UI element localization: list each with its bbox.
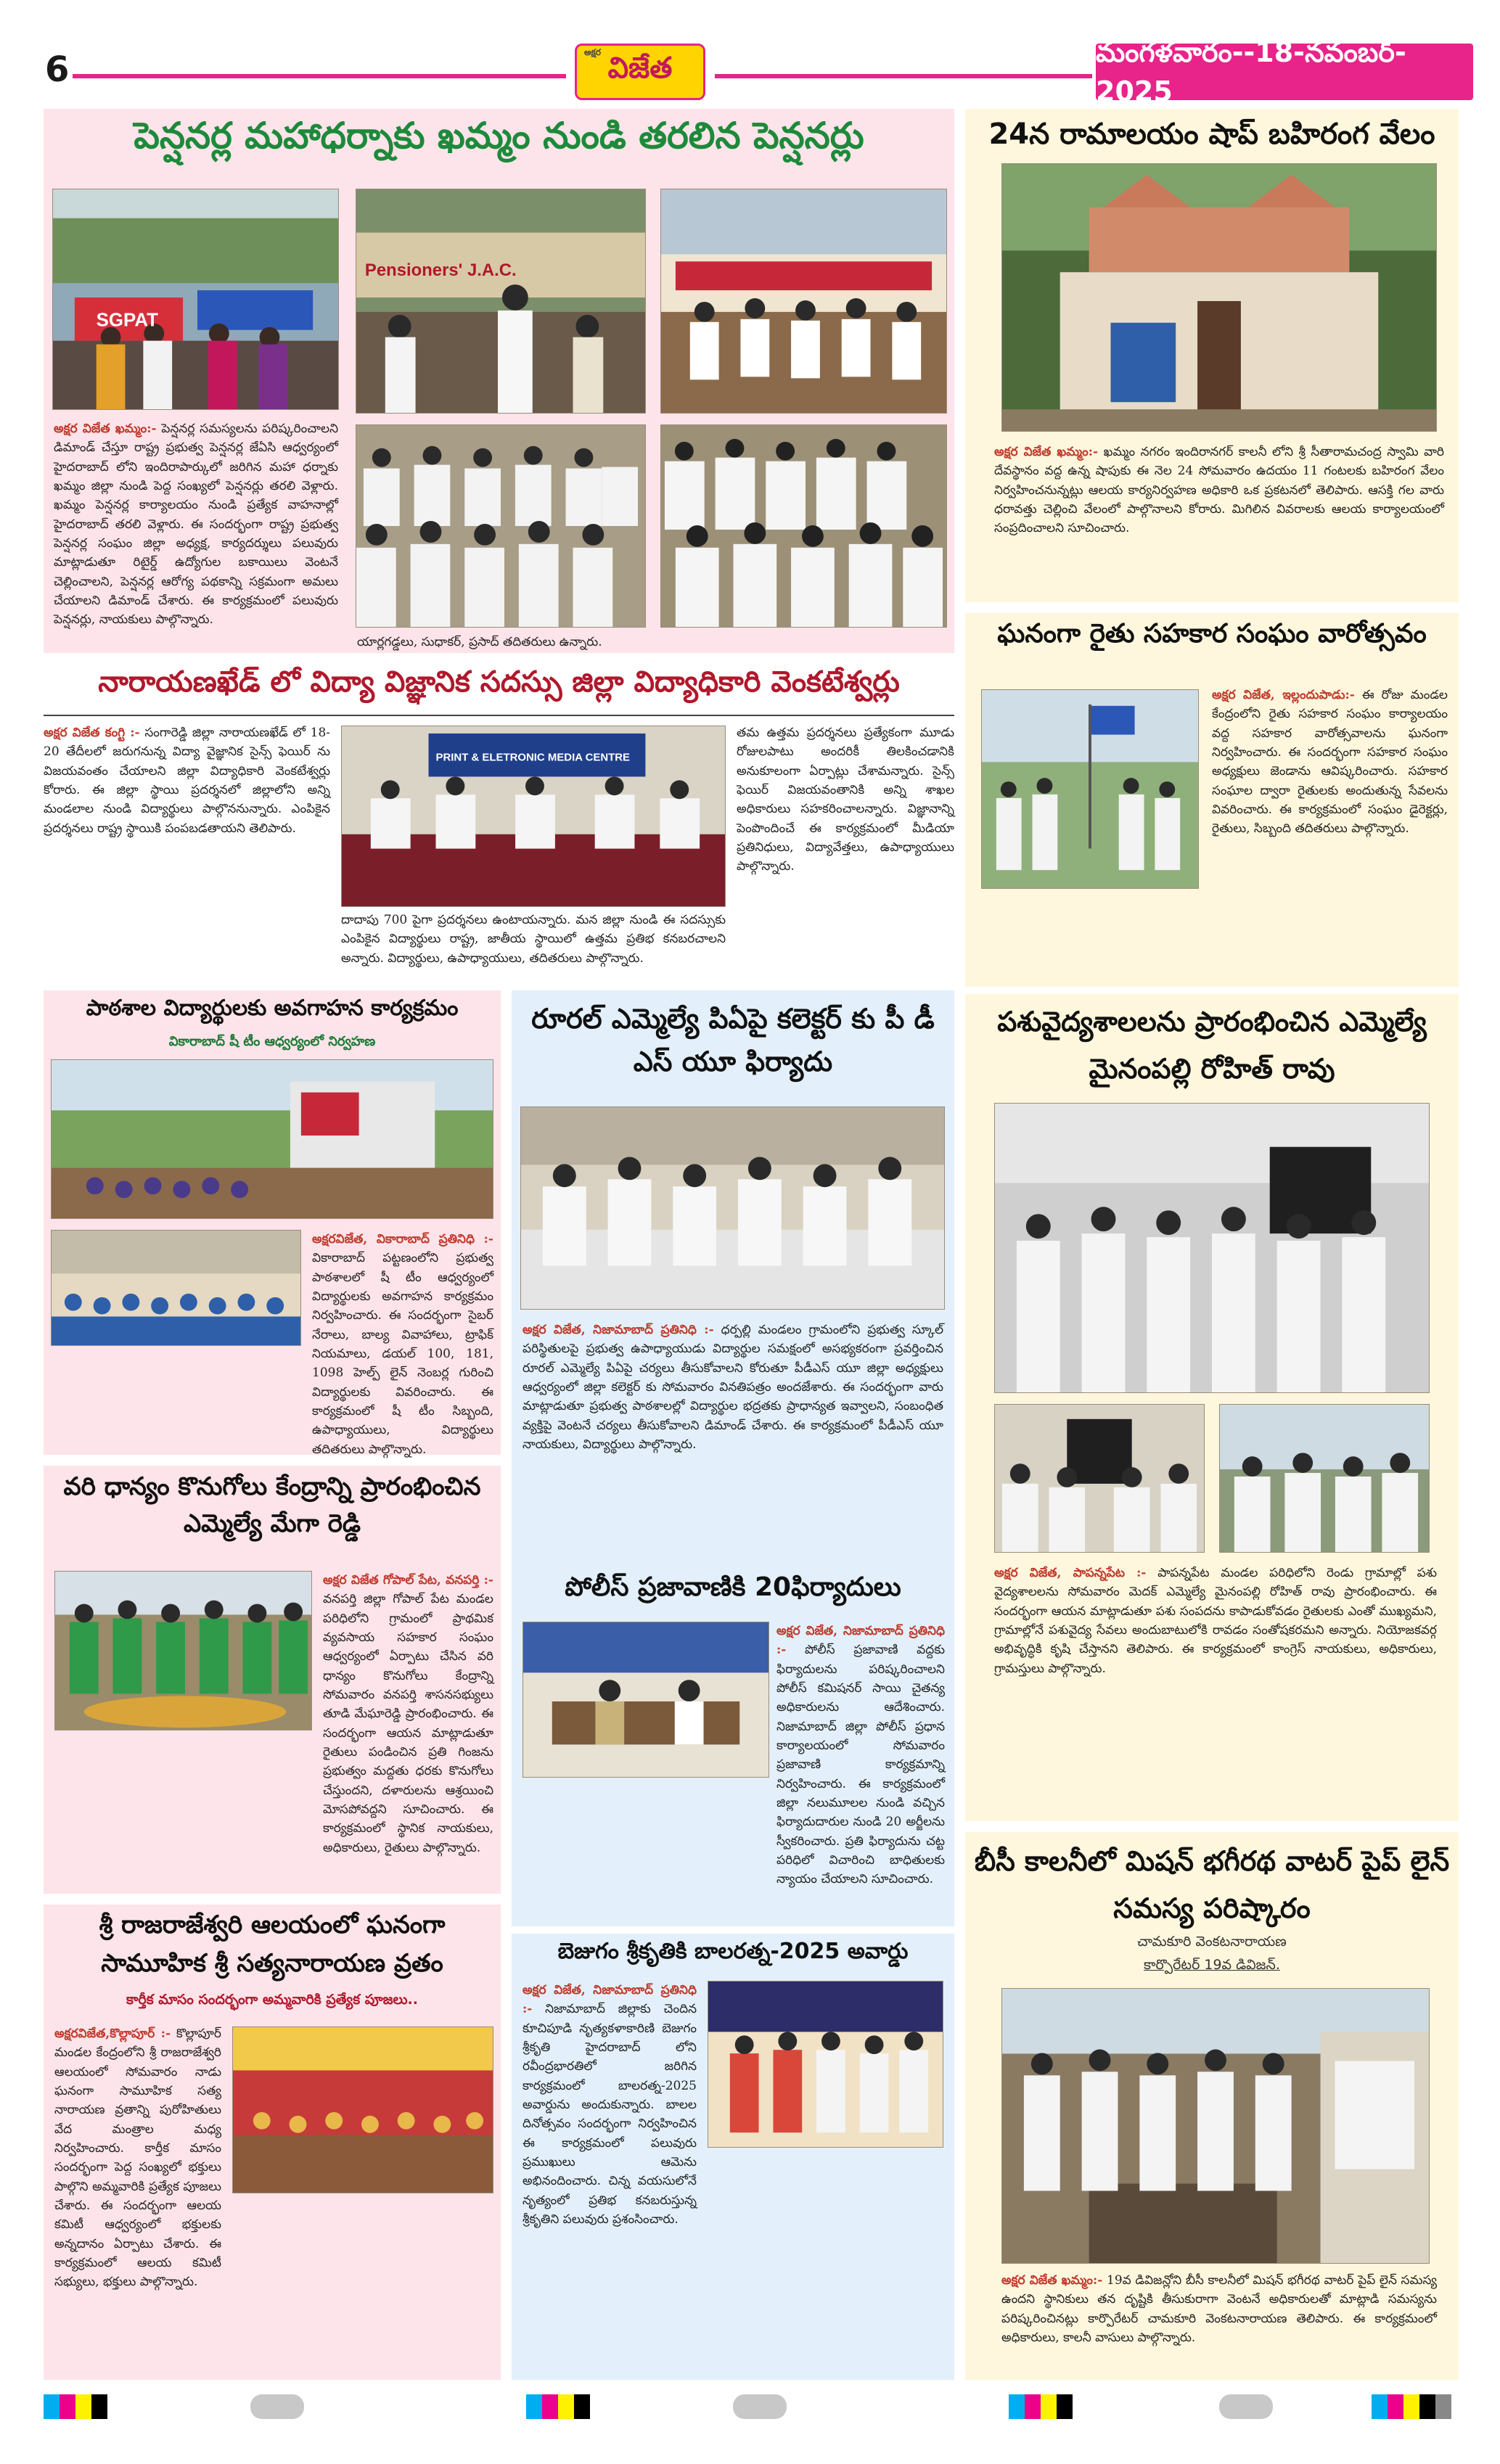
story-she-team-sub: వికారాబాద్ షీ టీం ఆధ్వర్యంలో నిర్వహణ: [168, 1034, 376, 1049]
story-pdsu-body: [522, 1321, 943, 1560]
story-temple-auction-text: ఖమ్మం నగరం ఇందిరానగర్ కాలనీ లోని శ్రీ సీతారామచంద్ర స్వామి వారి దేవస్థానం వద్ద ఉన్న షాపుకు ఈ నెల 24 సోమవారం ఉదయం 11 గంటలకు బహిరంగ వేలం నిర్వహించనున్నట్లు ఆలయ కార్యనిర్వహణ అధికారి ఒక ప్రకటనలో తెలిపారు. ఆసక్తి గల వారు ధరావత్తు చెల్లించి వేలంలో పాల్గొనాలని కోరారు. మిగిలిన వివరాలకు ఆలయ కార్యాలయంలో సంప్రదించాలని సూచించారు.: [994, 445, 1445, 536]
story-coop-week-body: [1212, 686, 1448, 976]
story-pensioners-headline: పెన్షనర్ల మహాధర్నాకు ఖమ్మం నుండి తరలిన పెన్షనర్లు: [134, 115, 864, 157]
page-header: [29, 36, 1473, 109]
registration-marks-3: [1009, 2394, 1073, 2419]
photo-pensioners-crowd-2: [660, 424, 947, 628]
story-she-team: [44, 990, 501, 1455]
photo-pensioners-dais: [660, 189, 947, 414]
photo-pensioners-rally: [52, 189, 339, 410]
story-paddy-centre-headline: వరి ధాన్యం కొనుగోలు కేంద్రాన్ని ప్రారంభించిన ఎమ్మెల్యే మేగా రెడ్డి: [63, 1472, 481, 1538]
story-science-fair-headline: నారాయణఖేడ్ లో విద్యా విజ్ఞానిక సదస్సు జిల్లా విద్యాధికారి వెంకటేశ్వర్లు: [98, 665, 900, 699]
photo-temple: [1001, 163, 1437, 432]
banner-sgpat: SGPAT: [96, 310, 158, 331]
registration-pill-2: [733, 2394, 787, 2419]
story-pdsu-text: ధర్పల్లి మండలం గ్రామంలోని ప్రభుత్వ స్కూల్ పరిస్థితులపై ప్రభుత్వ ఉపాధ్యాయుడు విద్యార్థుల సమక్షంలో అసభ్యకరంగా ప్రవర్తించిన రూరల్ ఎమ్మెల్యే పిఏపై చర్యలు తీసుకోవాలని కోరుతూ పీడీఎస్ యూ జిల్లా అధ్యక్షులు ఆధ్వర్యంలో జిల్లా కలెక్టర్ కు సోమవారం వినతిపత్రం అందజేశారు. ఈ సందర్భంగా వారు మాట్లాడుతూ ప్రభుత్వ పాఠశాలల్లో విద్యార్థుల భద్రతకు ప్రాధాన్యత ఇవ్వాలని, సంబంధిత వ్యక్తిపై వెంటనే చర్యలు తీసుకోవాలని డిమాండ్ చేశారు. ఈ కార్యక్రమంలో పీడీఎస్ యూ నాయకులు, విద్యార్థులు పాల్గొన్నారు.: [522, 1323, 943, 1453]
story-pensioners-dateline: అక్షర విజేత ఖమ్మం:-: [54, 422, 157, 436]
story-pdsu: [512, 990, 954, 1926]
banner-media-centre: PRINT & ELETRONIC MEDIA CENTRE: [435, 752, 631, 764]
masthead-tag: అక్షర: [584, 47, 601, 57]
story-temple-auction-dateline: అక్షర విజేత ఖమ్మం:-: [994, 445, 1099, 459]
banner-pensioners-jac: Pensioners' J.A.C.: [364, 260, 517, 281]
story-award-text: నిజామాబాద్ జిల్లాకు చెందిన కూచిపూడి నృత్యకళాకారిణి బెజుగం శ్రీకృతి హైదరాబాద్ లోని రవీంద్రభారతిలో జరిగిన కార్యక్రమంలో బాలరత్న-2025 అవార్డును అందుకున్నారు. బాలల దినోత్సవం సందర్భంగా నిర్వహించిన ఈ కార్యక్రమంలో పలువురు ప్రముఖులు ఆమెను అభినందించారు. చిన్న వయసులోనే నృత్యంలో ప్రతిభ కనబరుస్తున్న శ్రీకృతిని పలువురు ప్రశంసించారు.: [522, 2002, 697, 2227]
story-temple-auction-body: [994, 443, 1444, 595]
story-temple-auction: [965, 109, 1459, 602]
story-temple-auction-headline: 24న రామాలయం షాప్ బహిరంగ వేలం: [988, 118, 1435, 151]
story-bhagiratha-sub1: చామకూరి వెంకటనారాయణ: [1137, 1934, 1287, 1950]
story-pdsu-dateline: అక్షర విజేత, నిజామాబాద్ ప్రతినిధి :-: [522, 1323, 714, 1337]
photo-vet-hospital-3: [1219, 1404, 1430, 1553]
story-science-fair-body-right: తమ ఉత్తమ ప్రదర్శనలు ప్రత్యేకంగా మూడు రోజులపాటు అందరికీ తిలకించడానికి అనుకూలంగా ఏర్పాట్లు చేశామన్నారు. సైన్స్ ఫెయిర్ విజయవంతానికి అన్ని శాఖల అధికారులు సహకరించాలన్నారు. విజ్ఞానాన్ని పెంపొందించే ఈ కార్యక్రమంలో మీడియా ప్రతినిధులు, విద్యావేత్తలు, ఉపాధ్యాయులు పాల్గొన్నారు.: [737, 726, 954, 874]
photo-prajavani: [522, 1622, 769, 1778]
story-paddy-centre-text: వనపర్తి జిల్లా గోపాల్ పేట మండల పరిధిలోని గ్రామంలో ప్రాథమిక వ్యవసాయ సహకార సంఘం ఆధ్వర్యంలో ఏర్పాటు చేసిన వరి ధాన్యం కొనుగోలు కేంద్రాన్ని సోమవారం వనపర్తి శాసనసభ్యులు తూడి మేఘారెడ్డి ప్రారంభించారు. ఈ సందర్భంగా ఆయన మాట్లాడుతూ రైతులు పండించిన ప్రతి గింజను ప్రభుత్వం మద్దతు ధరకు కొనుగోలు చేస్తుందని, దళారులను ఆశ్రయించి మోసపోవద్దని సూచించారు. ఈ కార్యక్రమంలో స్థానిక నాయకులు, అధికారులు, రైతులు పాల్గొన్నారు.: [323, 1592, 493, 1855]
story-pdsu-headline: రూరల్ ఎమ్మెల్యే పిఏపై కలెక్టర్ కు పీ డీ ఎస్ యూ ఫిర్యాదు: [531, 1003, 935, 1077]
page-number: 6: [45, 49, 70, 90]
story-science-fair-text: సంగారెడ్డి జిల్లా నారాయణఖేడ్ లో 18-20 తేదీలలో జరుగనున్న విద్యా వైజ్ఞానిక సైన్స్ ఫెయిర్ ను విజయవంతం చేయాలని జిల్లా విద్యాధికారి వెంకటేశ్వర్లు కోరారు. ఈ జిల్లా స్థాయి ప్రదర్శనలో జిల్లాలోని అన్ని మండలాల నుండి విద్యార్థులు పాల్గొననున్నారు. ఎంపికైన ప్రదర్శనలు రాష్ట్ర స్థాయికి పంపబడతాయని తెలిపారు.: [44, 726, 330, 836]
story-she-team-dateline: అక్షరవిజేత, వికారాబాద్ ప్రతినిధి :-: [312, 1232, 493, 1247]
story-award-body: [522, 1981, 697, 2373]
story-coop-week-text: ఈ రోజు మండల కేంద్రంలోని రైతు సహకార సంఘం కార్యాలయం వద్ద సహకార వారోత్సవాలను ఘనంగా నిర్వహించారు. ఈ సందర్భంగా సహకార సంఘం అధ్యక్షులు జెండాను ఆవిష్కరించారు. సహకార సంఘాల ద్వారా రైతులకు అందుతున్న సేవలను వివరించారు. ఈ కార్యక్రమంలో సంఘం డైరెక్టర్లు, రైతులు, సిబ్బంది తదితరులు పాల్గొన్నారు.: [1212, 688, 1448, 837]
story-vet-hospital: [965, 994, 1459, 1821]
photo-pensioners-stage: [356, 189, 646, 414]
story-award-dateline: అక్షర విజేత, నిజామాబాద్ ప్రతినిధి :-: [522, 1983, 697, 2017]
story-prajavani-body: [776, 1622, 945, 1919]
photo-award: [708, 1981, 943, 2148]
story-pensioners-text: పెన్షనర్ల సమస్యలను పరిష్కరించాలని డిమాండ్ చేస్తూ రాష్ట్ర ప్రభుత్వ పెన్షనర్ల జేఏసి ఆధ్వర్యంలో హైదరాబాద్ లోని ఇందిరాపార్కులో జరిగిన మహా ధర్నాకు ఖమ్మం జిల్లా నుండి పెద్ద సంఖ్యలో పెన్షనర్లు తరలి వెళ్లారు. ఖమ్మం పెన్షనర్ల కార్యాలయం నుండి ప్రత్యేక వాహనాల్లో హైదరాబాద్ తరలి వెళ్లారు. ఈ సందర్భంగా రాష్ట్ర ప్రభుత్వ పెన్షనర్ల సంఘం జిల్లా అధ్యక్ష, కార్యదర్శులు పలువురు మాట్లాడుతూ రిటైర్డ్ ఉద్యోగుల బకాయిలు వెంటనే చెల్లించాలని, పెన్షనర్ల ఆరోగ్య పథకాన్ని సక్రమంగా అమలు చేయాలని డిమాండ్ చేశారు. ఈ కార్యక్రమంలో పలువురు పెన్షనర్లు, నాయకులు పాల్గొన్నారు.: [54, 422, 339, 628]
masthead-title: విజేత: [607, 52, 673, 85]
story-pensioners: [44, 109, 954, 653]
story-vet-hospital-dateline: అక్షర విజేత, పాపన్నపేట :-: [994, 1566, 1147, 1580]
story-science-fair-dateline: అక్షర విజేత కంగ్టి :-: [44, 726, 140, 740]
story-coop-week-headline: ఘనంగా రైతు సహకార సంఘం వారోత్సవం: [997, 619, 1427, 649]
story-coop-week: [965, 613, 1459, 987]
story-pensioners-caption: యార్లగడ్డలు, సుధాకర్, ప్రసాద్ తదితరులు ఉన్నారు.: [357, 635, 602, 649]
registration-marks-1: [44, 2394, 107, 2419]
story-vratam-text: కొల్లాపూర్ మండల కేంద్రంలోని శ్రీ రాజరాజేశ్వరి ఆలయంలో సోమవారం నాడు ఘనంగా సామూహిక సత్య నారాయణ వ్రతాన్ని పురోహితులు వేద మంత్రాల మధ్య నిర్వహించారు. కార్తీక మాసం సందర్భంగా పెద్ద సంఖ్యలో భక్తులు పాల్గొని అమ్మవారికి ప్రత్యేక పూజలు చేశారు. ఈ సందర్భంగా ఆలయ కమిటీ ఆధ్వర్యంలో భక్తులకు అన్నదానం ఏర్పాటు చేశారు. ఈ కార్యక్రమంలో ఆలయ కమిటీ సభ్యులు, భక్తులు పాల్గొన్నారు.: [54, 2026, 221, 2290]
photo-pdsu: [520, 1106, 945, 1310]
story-vratam: [44, 1905, 501, 2380]
story-prajavani-dateline: అక్షర విజేత, నిజామాబాద్ ప్రతినిధి :-: [776, 1624, 945, 1658]
story-science-fair-body-mid: దాదాపు 700 పైగా ప్రదర్శనలు ఉంటాయన్నారు. మన జిల్లా నుండి ఈ సదస్సుకు ఎంపికైన విద్యార్థులు రాష్ట్ర, జాతీయ స్థాయిలో ఉత్తమ ప్రతిభ కనబరచాలని అన్నారు. విద్యార్థులు, ఉపాధ్యాయులు, తదితరులు పాల్గొన్నారు.: [341, 913, 726, 966]
photo-vratam: [232, 2026, 493, 2193]
story-award-headline: బెజుగం శ్రీకృతికి బాలరత్న-2025 అవార్డు: [557, 1939, 909, 1964]
story-bhagiratha-body: [1001, 2271, 1437, 2373]
photo-vet-hospital-2: [994, 1404, 1205, 1553]
story-vet-hospital-text: పాపన్నపేట మండల పరిధిలోని రెండు గ్రామాల్లో పశు వైద్యశాలలను సోమవారం మెదక్ ఎమ్మెల్యే మైనంపల్లి రోహిత్ రావు ప్రారంభించారు. ఈ సందర్భంగా ఆయన మాట్లాడుతూ పశు సంపదను కాపాడుకోవడం రైతులకు ఎంతో ముఖ్యమని, గ్రామాల్లోనే పశువైద్య సేవలు అందుబాటులోకి రావడం సంతోషకరమని అన్నారు. నియోజకవర్గ అభివృద్ధికి కృషి చేస్తానని తెలిపారు. ఈ కార్యక్రమంలో కాంగ్రెస్ నాయకులు, అధికారులు, గ్రామస్తులు పాల్గొన్నారు.: [994, 1566, 1437, 1676]
registration-pill-3: [1219, 2394, 1273, 2419]
story-vratam-headline: శ్రీ రాజరాజేశ్వరి ఆలయంలో ఘనంగా సామూహిక శ్రీ సత్యనారాయణ వ్రతం: [99, 1910, 446, 1978]
photo-bhagiratha: [1001, 1988, 1430, 2264]
story-bhagiratha-sub2: కార్పొరేటర్ 19వ డివిజన్.: [1144, 1957, 1280, 1973]
story-vratam-body: [54, 2024, 221, 2373]
story-pensioners-body: [54, 419, 338, 644]
story-science-fair-body: [44, 723, 330, 977]
photo-pensioners-crowd-1: [356, 424, 646, 628]
story-award: [512, 1934, 954, 2380]
story-paddy-centre: [44, 1466, 501, 1894]
story-prajavani-text: పోలీస్ ప్రజావాణి వద్దకు ఫిర్యాదులను పరిష్కరించాలని పోలీస్ కమిషనర్ సాయి చైతన్య అధికారులను ఆదేశించారు. నిజామాబాద్ జిల్లా పోలీస్ ప్రధాన కార్యాలయంలో సోమవారం ప్రజావాణి కార్యక్రమాన్ని నిర్వహించారు. ఈ కార్యక్రమంలో జిల్లా నలుమూలల నుండి వచ్చిన ఫిర్యాదుదారుల నుండి 20 అర్జీలను స్వీకరించారు. ప్రతి ఫిర్యాదును చట్ట పరిధిలో విచారించి బాధితులకు న్యాయం చేయాలని సూచించారు.: [776, 1643, 945, 1887]
story-vratam-dateline: అక్షరవిజేత,కొల్లాపూర్ :-: [54, 2026, 171, 2041]
story-paddy-centre-dateline: అక్షర విజేత గోపాల్ పేట, వనపర్తి :-: [323, 1573, 493, 1588]
photo-media-centre: [341, 726, 726, 907]
photo-vet-hospital-1: [994, 1103, 1430, 1393]
story-vet-hospital-headline: పశువైద్యశాలలను ప్రారంభించిన ఎమ్మెల్యే మైనంపల్లి రోహిత్ రావు: [997, 1006, 1427, 1085]
story-she-team-text: వికారాబాద్ పట్టణంలోని ప్రభుత్వ పాఠశాలలో షీ టీం ఆధ్వర్యంలో విద్యార్థులకు అవగాహన కార్యక్రమం నిర్వహించారు. ఈ సందర్భంగా సైబర్ నేరాలు, బాల్య వివాహాలు, ట్రాఫిక్ నియమాలు, డయల్ 100, 181, 1098 హెల్ప్ లైన్ నెంబర్ల గురించి విద్యార్థులకు వివరించారు. ఈ కార్యక్రమంలో షీ టీం సిబ్బంది, ఉపాధ్యాయులు, విద్యార్థులు తదితరులు పాల్గొన్నారు.: [312, 1251, 493, 1457]
story-science-fair: [44, 664, 954, 983]
story-vet-hospital-body: [994, 1564, 1437, 1810]
story-bhagiratha-text: 19వ డివిజన్లోని బీసీ కాలనీలో మిషన్ భగీరథ వాటర్ పైప్ లైన్ సమస్య ఉందని స్థానికులు తన దృష్టికి తీసుకురాగా వెంటనే అధికారులతో మాట్లాడి సమస్యను పరిష్కరించినట్లు కార్పొరేటర్ చామకూరి వెంకటనారాయణ తెలిపారు. ఈ కార్యక్రమంలో అధికారులు, కాలనీ వాసులు పాల్గొన్నారు.: [1001, 2273, 1438, 2346]
masthead-logo: [575, 44, 705, 100]
header-rule-left: [73, 74, 566, 78]
issue-date: మంగళవారం--18-నవంబర్- 2025: [1096, 44, 1473, 100]
registration-marks-4: [1372, 2394, 1451, 2419]
story-coop-week-dateline: అక్షర విజేత, ఇల్లందుపాడు:-: [1212, 688, 1355, 702]
story-paddy-centre-body: [323, 1571, 493, 1886]
story-prajavani-headline: పోలీస్ ప్రజావాణికి 20ఫిర్యాదులు: [565, 1572, 901, 1602]
story-vratam-sub: కార్తీక మాసం సందర్భంగా అమ్మవారికి ప్రత్యేక పూజలు..: [126, 1992, 418, 2008]
story-science-fair-rule: [44, 715, 954, 716]
photo-she-team-bus: [51, 1059, 493, 1219]
photo-she-team-school: [51, 1230, 301, 1346]
photo-paddy-centre: [54, 1571, 312, 1730]
story-bhagiratha-headline: బీసీ కాలనీలో మిషన్ భగీరథ వాటర్ పైప్ లైన్ సమస్య పరిష్కారం: [974, 1845, 1450, 1924]
registration-marks-2: [526, 2394, 590, 2419]
photo-coop-flag: [981, 689, 1199, 889]
story-bhagiratha: [965, 1832, 1459, 2380]
header-rule-right: [715, 74, 1092, 78]
story-bhagiratha-dateline: అక్షర విజేత ఖమ్మం:-: [1001, 2273, 1103, 2288]
story-she-team-headline: పాఠశాల విద్యార్థులకు అవగాహన కార్యక్రమం: [86, 995, 459, 1021]
story-she-team-body: [312, 1230, 493, 1457]
registration-pill-1: [250, 2394, 304, 2419]
